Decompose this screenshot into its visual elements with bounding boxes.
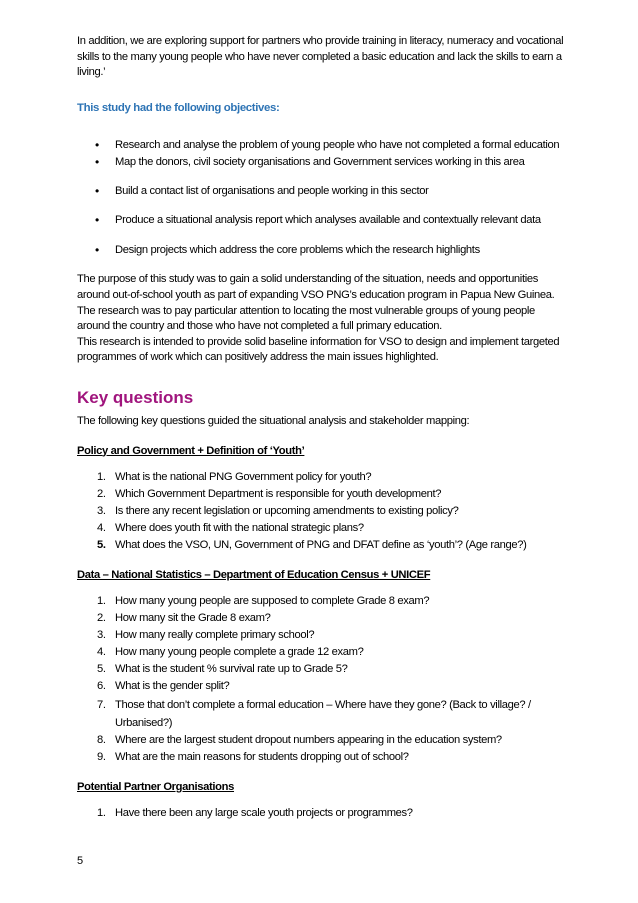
- question-number: 4.: [97, 521, 106, 534]
- question-item: [77, 469, 567, 486]
- question-text: What is the student % survival rate up to Grade 5?: [115, 663, 348, 676]
- question-text: What is the gender split?: [115, 680, 230, 693]
- question-number: 2.: [97, 487, 106, 500]
- question-number: 5.: [97, 663, 106, 676]
- section-title-data: Data – National Statistics – Department of Education Census + UNICEF: [77, 568, 431, 581]
- question-item: [77, 486, 567, 503]
- purpose-section: [77, 272, 567, 366]
- objectives-title: This study had the following objectives:: [77, 101, 280, 114]
- question-item: [77, 627, 567, 644]
- question-item: [77, 503, 567, 520]
- question-item: [77, 520, 567, 537]
- question-text: What does the VSO, UN, Government of PNG and DFAT define as ‘youth’? (Age range?): [115, 538, 527, 551]
- objectives-list: [77, 138, 567, 258]
- question-number: 8.: [97, 733, 106, 746]
- question-item: [77, 610, 567, 627]
- question-text: Those that don’t complete a formal education – Where have they gone? (Back to village? / Urbanised?): [115, 698, 531, 729]
- question-item: [77, 678, 567, 695]
- question-number: 6.: [97, 680, 106, 693]
- purpose-paragraph: The research was to pay particular attention to locating the most vulnerable groups of young people around the country and those who have not completed a full primary education.: [77, 304, 535, 333]
- intro-paragraph: In addition, we are exploring support for partners who provide training in literacy, numeracy and vocational skills to the many young people who have never completed a basic education and lack the skills to earn a living.’: [77, 35, 564, 79]
- question-number: 5.: [97, 538, 106, 551]
- page-number: 5: [77, 855, 83, 867]
- section-title-partners: Potential Partner Organisations: [77, 780, 235, 793]
- question-text: What are the main reasons for students dropping out of school?: [115, 750, 409, 763]
- question-text: Where are the largest student dropout numbers appearing in the education system?: [115, 733, 502, 746]
- question-number: 3.: [97, 629, 106, 642]
- question-text: How many sit the Grade 8 exam?: [115, 612, 271, 625]
- question-item: [77, 749, 567, 766]
- question-item: [77, 696, 567, 732]
- question-text: Is there any recent legislation or upcoming amendments to existing policy?: [115, 504, 459, 517]
- question-number: 1.: [97, 470, 106, 483]
- question-number: 1.: [97, 806, 106, 819]
- objective-item: • Build a contact list of organisations and people working in this sector: [77, 184, 567, 200]
- section-title-policy: Policy and Government + Definition of ‘Youth’: [77, 444, 305, 457]
- question-text: Where does youth fit with the national strategic plans?: [115, 521, 364, 534]
- question-item: [77, 805, 567, 822]
- question-text: What is the national PNG Government policy for youth?: [115, 470, 372, 483]
- document-page: [77, 34, 567, 822]
- question-number: 9.: [97, 750, 106, 763]
- key-questions-intro: The following key questions guided the situational analysis and stakeholder mapping:: [77, 414, 470, 427]
- key-questions-heading: Key questions: [77, 387, 194, 407]
- objective-item: • Produce a situational analysis report which analyses available and contextually relevant data: [77, 213, 567, 229]
- question-number: 7.: [97, 698, 106, 711]
- objective-item: • Research and analyse the problem of young people who have not completed a formal education: [77, 138, 567, 154]
- objective-item: • Map the donors, civil society organisations and Government services working in this area: [77, 155, 567, 171]
- question-text: Have there been any large scale youth projects or programmes?: [115, 806, 413, 819]
- question-number: 3.: [97, 504, 106, 517]
- policy-questions: [77, 469, 567, 554]
- question-text: How many young people complete a grade 12 exam?: [115, 646, 364, 659]
- question-text: How many young people are supposed to complete Grade 8 exam?: [115, 594, 430, 607]
- question-number: 4.: [97, 646, 106, 659]
- purpose-paragraph: The purpose of this study was to gain a solid understanding of the situation, needs and opportunities around out-of-school youth as part of expanding VSO PNG’s education program in Papua New Guinea.: [77, 273, 555, 301]
- question-item: [77, 593, 567, 610]
- question-number: 2.: [97, 612, 106, 625]
- question-item: [77, 537, 567, 554]
- question-number: 1.: [97, 594, 106, 607]
- purpose-paragraph: This research is intended to provide solid baseline information for VSO to design and implement targeted programmes of work which can positively address the main issues highlighted.: [77, 335, 560, 364]
- objective-item: • Design projects which address the core problems which the research highlights: [77, 243, 567, 259]
- question-text: Which Government Department is responsible for youth development?: [115, 487, 442, 500]
- question-text: How many really complete primary school?: [115, 629, 315, 642]
- question-item: [77, 644, 567, 661]
- partner-questions: [77, 805, 567, 822]
- question-item: [77, 661, 567, 678]
- question-item: [77, 732, 567, 749]
- data-questions: [77, 593, 567, 766]
